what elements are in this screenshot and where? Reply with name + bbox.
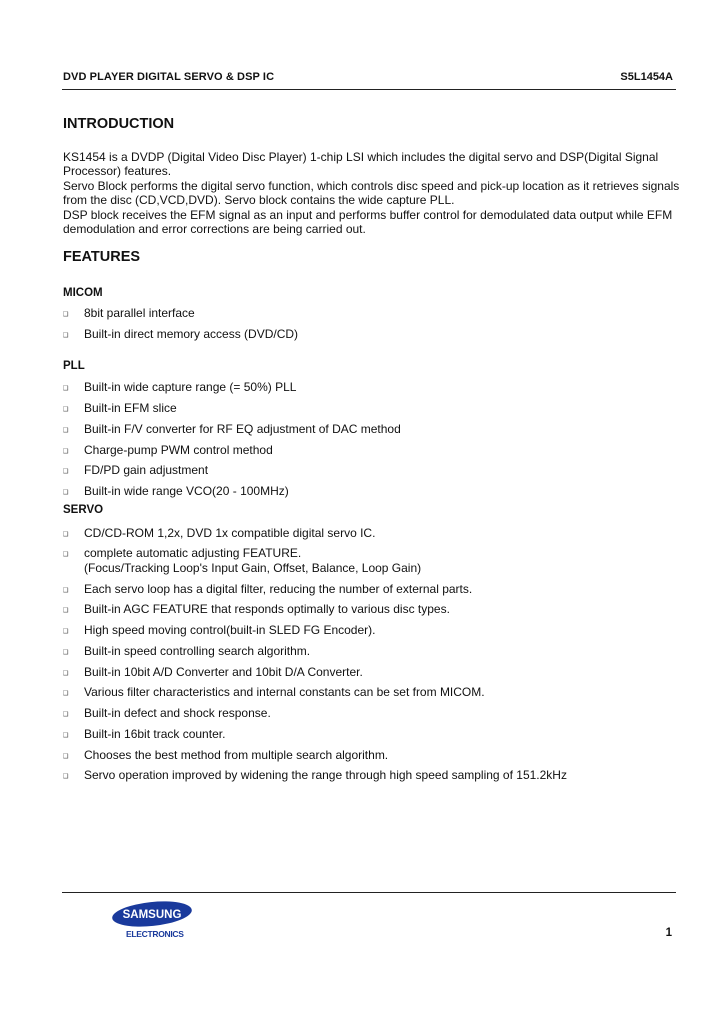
introduction-body: [63, 150, 683, 236]
list-item-text: FD/PD gain adjustment: [84, 463, 209, 477]
checkbox-bullet-icon: ❑: [63, 605, 69, 615]
intro-paragraph: Servo Block performs the digital servo function, which controls disc speed and pick-up location as it retrieves signals from the disc (CD,VCD,DVD). Servo block contains the wide capture PLL.: [63, 178, 680, 208]
pll-heading: PLL: [63, 360, 85, 372]
checkbox-bullet-icon: ❑: [63, 446, 69, 456]
page-number: 1: [665, 927, 672, 939]
checkbox-bullet-icon: ❑: [63, 425, 69, 435]
list-item-text: Chooses the best method from multiple search algorithm.: [84, 748, 389, 762]
list-item-text: Built-in AGC FEATURE that responds optimally to various disc types.: [84, 602, 450, 616]
checkbox-bullet-icon: ❑: [63, 487, 69, 497]
checkbox-bullet-icon: ❑: [63, 404, 69, 414]
list-item-text: Each servo loop has a digital filter, reducing the number of external parts.: [84, 582, 473, 596]
list-item-text: 8bit parallel interface: [84, 306, 195, 320]
document-title: DVD PLAYER DIGITAL SERVO & DSP IC: [63, 71, 275, 83]
part-number: S5L1454A: [620, 71, 673, 83]
list-item-text: High speed moving control(built-in SLED FG Encoder).: [84, 623, 376, 637]
footer-divider: [62, 892, 676, 893]
header-divider: [62, 89, 676, 90]
list-item-text: Charge-pump PWM control method: [84, 443, 273, 457]
checkbox-bullet-icon: ❑: [63, 626, 69, 636]
checkbox-bullet-icon: ❑: [63, 730, 69, 740]
micom-heading: MICOM: [63, 287, 103, 299]
list-item-text: Servo operation improved by widening the range through high speed sampling of 151.2kHz: [84, 768, 567, 782]
list-item-text: Built-in EFM slice: [84, 401, 177, 415]
checkbox-bullet-icon: ❑: [63, 751, 69, 761]
checkbox-bullet-icon: ❑: [63, 771, 69, 781]
list-item-text: Built-in 10bit A/D Converter and 10bit D/A Converter.: [84, 665, 363, 679]
checkbox-bullet-icon: ❑: [63, 383, 69, 393]
intro-paragraph: KS1454 is a DVDP (Digital Video Disc Player) 1-chip LSI which includes the digital servo and DSP(Digital Signal Processor) features.: [63, 150, 659, 179]
features-heading: FEATURES: [63, 249, 141, 265]
list-item-text: [84, 546, 421, 575]
checkbox-bullet-icon: ❑: [63, 688, 69, 698]
checkbox-bullet-icon: ❑: [63, 668, 69, 678]
checkbox-bullet-icon: ❑: [63, 330, 69, 340]
list-item-text: Various filter characteristics and internal constants can be set from MICOM.: [84, 685, 485, 699]
intro-paragraph: DSP block receives the EFM signal as an input and performs buffer control for demodulated data output while EFM demodulation and error corrections are being carried out.: [63, 207, 673, 237]
checkbox-bullet-icon: ❑: [63, 549, 69, 559]
samsung-logo-text: SAMSUNG: [122, 909, 182, 921]
electronics-label: ELECTRONICS: [126, 929, 184, 939]
servo-heading: SERVO: [63, 504, 104, 516]
checkbox-bullet-icon: ❑: [63, 647, 69, 657]
list-item-text: Built-in defect and shock response.: [84, 706, 271, 720]
list-item-text: Built-in F/V converter for RF EQ adjustment of DAC method: [84, 422, 401, 436]
introduction-heading: INTRODUCTION: [63, 116, 175, 132]
checkbox-bullet-icon: ❑: [63, 466, 69, 476]
list-item-text: Built-in wide range VCO(20 - 100MHz): [84, 484, 289, 498]
checkbox-bullet-icon: ❑: [63, 529, 69, 539]
list-item-text: CD/CD-ROM 1,2x, DVD 1x compatible digital servo IC.: [84, 526, 376, 540]
checkbox-bullet-icon: ❑: [63, 709, 69, 719]
list-item-text: Built-in 16bit track counter.: [84, 727, 226, 741]
list-item-text: Built-in wide capture range (= 50%) PLL: [84, 380, 297, 394]
checkbox-bullet-icon: ❑: [63, 309, 69, 319]
list-item-line: (Focus/Tracking Loop's Input Gain, Offset, Balance, Loop Gain): [84, 560, 422, 575]
list-item-line: complete automatic adjusting FEATURE.: [84, 546, 302, 560]
list-item-text: Built-in direct memory access (DVD/CD): [84, 327, 299, 341]
list-item-text: Built-in speed controlling search algorithm.: [84, 644, 311, 658]
checkbox-bullet-icon: ❑: [63, 585, 69, 595]
